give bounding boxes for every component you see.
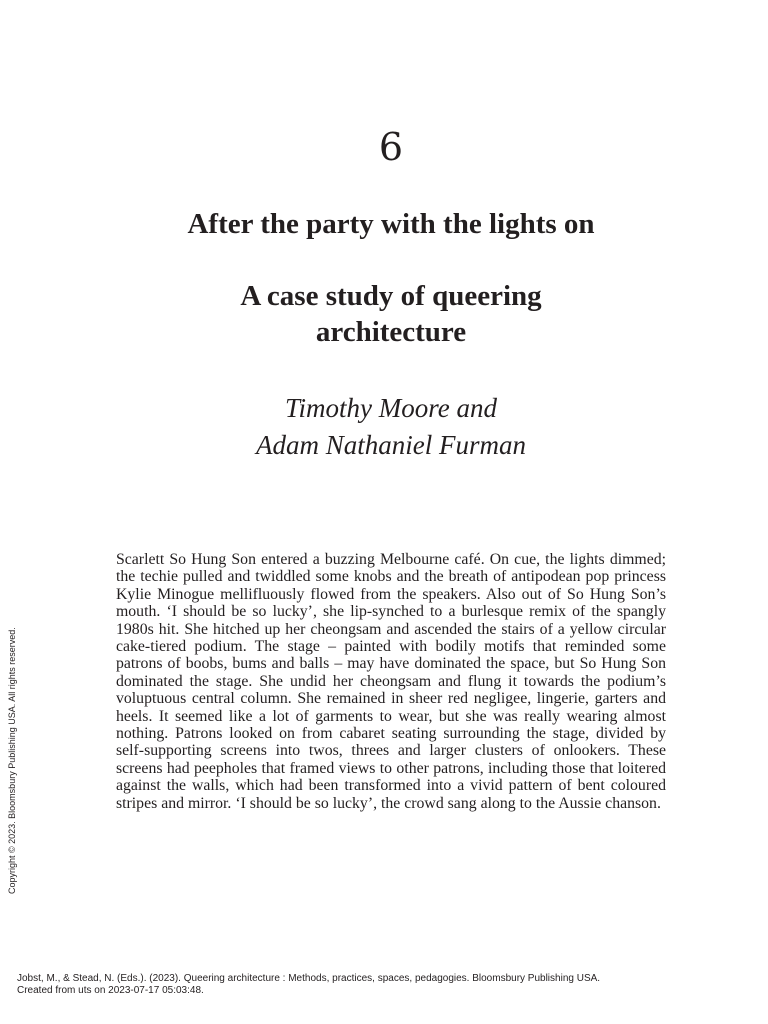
chapter-title: After the party with the lights on bbox=[187, 208, 595, 240]
copyright-notice: Copyright © 2023. Bloomsbury Publishing USA. All rights reserved. bbox=[7, 627, 17, 894]
citation-reference: Jobst, M., & Stead, N. (Eds.). (2023). Queering architecture : Methods, practices, spaces, pedagogies. Bloomsbury Publishing USA. bbox=[17, 973, 601, 984]
citation-created: Created from uts on 2023-07-17 05:03:48. bbox=[17, 984, 204, 996]
chapter-subtitle: A case study of queering architecture bbox=[240, 280, 542, 348]
author-line-1: Timothy Moore and bbox=[285, 393, 497, 423]
chapter-number: 6 bbox=[378, 125, 404, 169]
citation-footer bbox=[17, 973, 600, 996]
chapter-authors bbox=[0, 390, 768, 464]
body-paragraph: Scarlett So Hung Son entered a buzzing Melbourne café. On cue, the lights dimmed; the techie pulled and twiddled some knobs and the breath of antipodean pop princess Kylie Minogue mellifluously flowed from the speakers. Also out of So Hung Son’s mouth. ‘I should be so lucky’, she lip-synched to a burlesque remix of the spangly 1980s hit. She hitched up her cheongsam and ascended the stairs of a yellow circular cake-tiered podium. The stage – painted with bodily motifs that reminded some patrons of boobs, bums and balls – may have dominated the space, but So Hung Son dominated the stage. She undid her cheongsam and flung it towards the podium’s voluptuous central column. She remained in sheer red negligee, lingerie, garters and heels. It seemed like a lot of garments to wear, but she was really wearing almost nothing. Patrons looked on from cabaret seating surrounding the stage, divided by self-supporting screens into twos, threes and larger clusters of onlookers. These screens had peepholes that framed views to other patrons, including those that loitered against the walls, which had been transformed into a vivid pattern of bent coloured stripes and mirror. ‘I should be so lucky’, the crowd sang along to the Aussie chanson. bbox=[116, 551, 666, 812]
author-line-2: Adam Nathaniel Furman bbox=[256, 430, 526, 460]
